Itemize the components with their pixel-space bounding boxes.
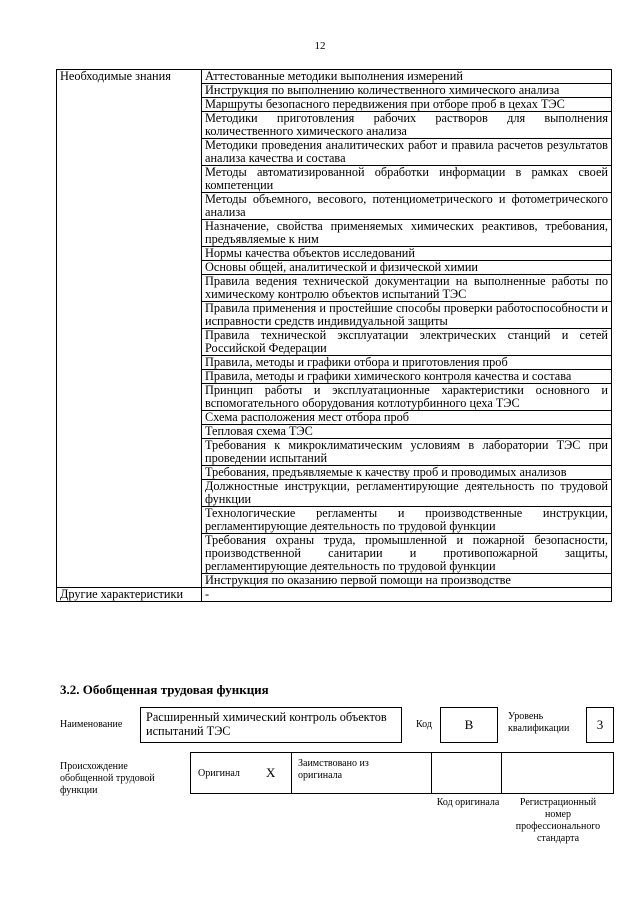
knowledge-item: Нормы качества объектов исследований — [202, 247, 612, 261]
level-label: Уровень квалификации — [508, 711, 570, 734]
code-label: Код — [416, 719, 432, 730]
code-value: B — [440, 707, 498, 743]
knowledge-item: Методы автоматизированной обработки информации в рамках своей компетенции — [202, 166, 612, 193]
page-number: 12 — [314, 40, 326, 52]
knowledge-item: Методики приготовления рабочих растворов для выполнения количественного химического анализа — [202, 112, 612, 139]
knowledge-item: Требования к микроклиматическим условиям в лаборатории ТЭС при проведении испытаний — [202, 439, 612, 466]
knowledge-item: Тепловая схема ТЭС — [202, 425, 612, 439]
origin-divider — [501, 753, 502, 793]
origin-label: Происхождение обобщенной трудовой функции — [60, 761, 155, 796]
origin-grid — [190, 752, 614, 794]
knowledge-item: Технологические регламенты и производственные инструкции, регламентирующие деятельность по трудовой функции — [202, 507, 612, 534]
knowledge-item: Назначение, свойства применяемых химических реактивов, требования, предъявляемые к ним — [202, 220, 612, 247]
origin-divider — [291, 753, 292, 793]
other-value: - — [202, 588, 612, 602]
knowledge-item: Правила, методы и графики химического контроля качества и состава — [202, 370, 612, 384]
level-value: 3 — [586, 707, 614, 743]
knowledge-item: Аттестованные методики выполнения измерений — [202, 70, 612, 84]
function-name-field: Расширенный химический контроль объектов испытаний ТЭС — [140, 707, 402, 743]
knowledge-row — [57, 70, 612, 84]
name-label: Наименование — [60, 719, 123, 730]
knowledge-item: Методы объемного, весового, потенциометрического и фотометрического анализа — [202, 193, 612, 220]
other-row — [57, 588, 612, 602]
code-original-label: Код оригинала — [436, 797, 500, 808]
knowledge-item: Основы общей, аналитической и физической химии — [202, 261, 612, 275]
reg-number-label: Регистрационный номер профессионального стандарта — [515, 797, 601, 844]
knowledge-item: Принцип работы и эксплуатационные характеристики основного и вспомогательного оборудования котлотурбинного цеха ТЭС — [202, 384, 612, 411]
knowledge-item: Правила технической эксплуатации электрических станций и сетей Российской Федерации — [202, 329, 612, 356]
knowledge-item: Правила применения и простейшие способы проверки работоспособности и исправности средств индивидуальной защиты — [202, 302, 612, 329]
knowledge-table — [56, 69, 612, 602]
knowledge-item: Требования охраны труда, промышленной и пожарной безопасности, производственной санитарии и противопожарной защиты, регламентирующие деятельность по трудовой функции — [202, 534, 612, 574]
knowledge-item: Должностные инструкции, регламентирующие деятельность по трудовой функции — [202, 480, 612, 507]
origin-divider — [431, 753, 432, 793]
original-mark: X — [266, 765, 276, 780]
knowledge-item: Правила, методы и графики отбора и приготовления проб — [202, 356, 612, 370]
knowledge-item: Правила ведения технической документации на выполненные работы по химическому контролю объектов испытаний ТЭС — [202, 275, 612, 302]
other-label: Другие характеристики — [57, 588, 202, 602]
knowledge-item: Схема расположения мест отбора проб — [202, 411, 612, 425]
original-label: Оригинал — [198, 768, 240, 779]
knowledge-item: Инструкция по оказанию первой помощи на производстве — [202, 574, 612, 588]
knowledge-label: Необходимые знания — [57, 70, 202, 588]
section-title: 3.2. Обобщенная трудовая функция — [60, 682, 269, 697]
knowledge-item: Маршруты безопасного передвижения при отборе проб в цехах ТЭС — [202, 98, 612, 112]
knowledge-item: Методики проведения аналитических работ и правила расчетов результатов анализа качества и состава — [202, 139, 612, 166]
knowledge-item: Инструкция по выполнению количественного химического анализа — [202, 84, 612, 98]
knowledge-item: Требования, предъявляемые к качеству проб и проводимых анализов — [202, 466, 612, 480]
borrowed-label: Заимствовано из оригинала — [298, 758, 369, 781]
